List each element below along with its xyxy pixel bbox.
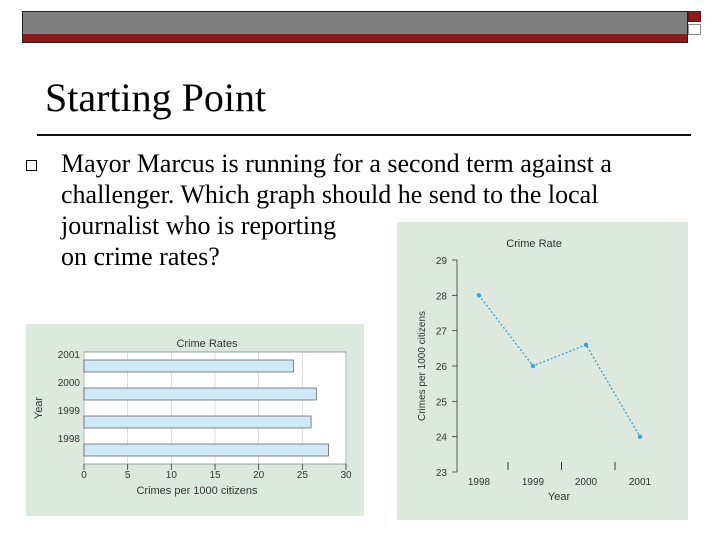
- x-tick-label: 15: [209, 470, 221, 481]
- corner-square-white: [688, 24, 701, 35]
- x-tick-label: 1998: [467, 477, 491, 488]
- bar: [84, 360, 294, 372]
- data-point: [531, 364, 535, 368]
- category-label: 2000: [57, 378, 80, 389]
- series-line: [479, 295, 640, 436]
- bar: [84, 388, 316, 400]
- x-tick-label: 30: [340, 470, 352, 481]
- category-label: 1998: [57, 434, 80, 445]
- bar: [84, 416, 311, 428]
- data-point: [638, 434, 642, 438]
- header-accent-strip: [23, 34, 687, 42]
- bar: [84, 444, 329, 456]
- bar-chart-panel: [26, 324, 364, 516]
- y-tick-label: 29: [435, 256, 447, 267]
- y-tick-label: 26: [435, 362, 447, 373]
- bar-chart: [26, 324, 364, 516]
- x-tick-label: 2001: [628, 477, 652, 488]
- x-tick-label: 5: [124, 470, 131, 481]
- y-tick-label: 24: [435, 432, 447, 444]
- bullet-line: journalist who is reporting: [61, 211, 337, 240]
- corner-square-red: [688, 11, 701, 22]
- chart-title: Crime Rate: [506, 238, 562, 250]
- y-tick-label: 25: [435, 397, 447, 409]
- data-point: [477, 293, 481, 297]
- slide-title: Starting Point: [45, 75, 267, 120]
- bullet-line: challenger. Which graph should he send to the local: [61, 180, 599, 209]
- x-tick-label: 20: [253, 470, 265, 481]
- bullet-square-icon: [26, 160, 37, 171]
- data-point: [584, 343, 588, 347]
- title-divider: [37, 134, 691, 136]
- bullet-line: on crime rates?: [61, 242, 220, 271]
- line-chart-panel: [397, 222, 688, 520]
- slide-header-bar: [22, 11, 688, 43]
- y-tick-label: 23: [435, 468, 447, 479]
- x-tick-label: 2000: [574, 477, 598, 488]
- x-tick-label: 25: [296, 470, 308, 481]
- category-label: 1999: [57, 406, 80, 417]
- category-label: 2001: [57, 350, 80, 361]
- corner-decoration: [688, 11, 701, 37]
- x-tick-label: 1999: [521, 477, 545, 488]
- y-axis-label: Year: [33, 396, 45, 420]
- x-tick-label: 0: [81, 470, 87, 481]
- y-tick-label: 27: [435, 326, 447, 338]
- x-axis-label: Crimes per 1000 citizens: [136, 485, 258, 497]
- x-tick-label: 10: [165, 470, 177, 481]
- y-tick-label: 28: [435, 291, 447, 303]
- line-chart: [397, 222, 688, 520]
- y-axis-label: Crimes per 1000 citizens: [417, 310, 428, 422]
- bullet-line: Mayor Marcus is running for a second term against a: [61, 149, 612, 178]
- x-axis-label: Year: [547, 491, 571, 503]
- chart-title: Crime Rates: [176, 338, 238, 350]
